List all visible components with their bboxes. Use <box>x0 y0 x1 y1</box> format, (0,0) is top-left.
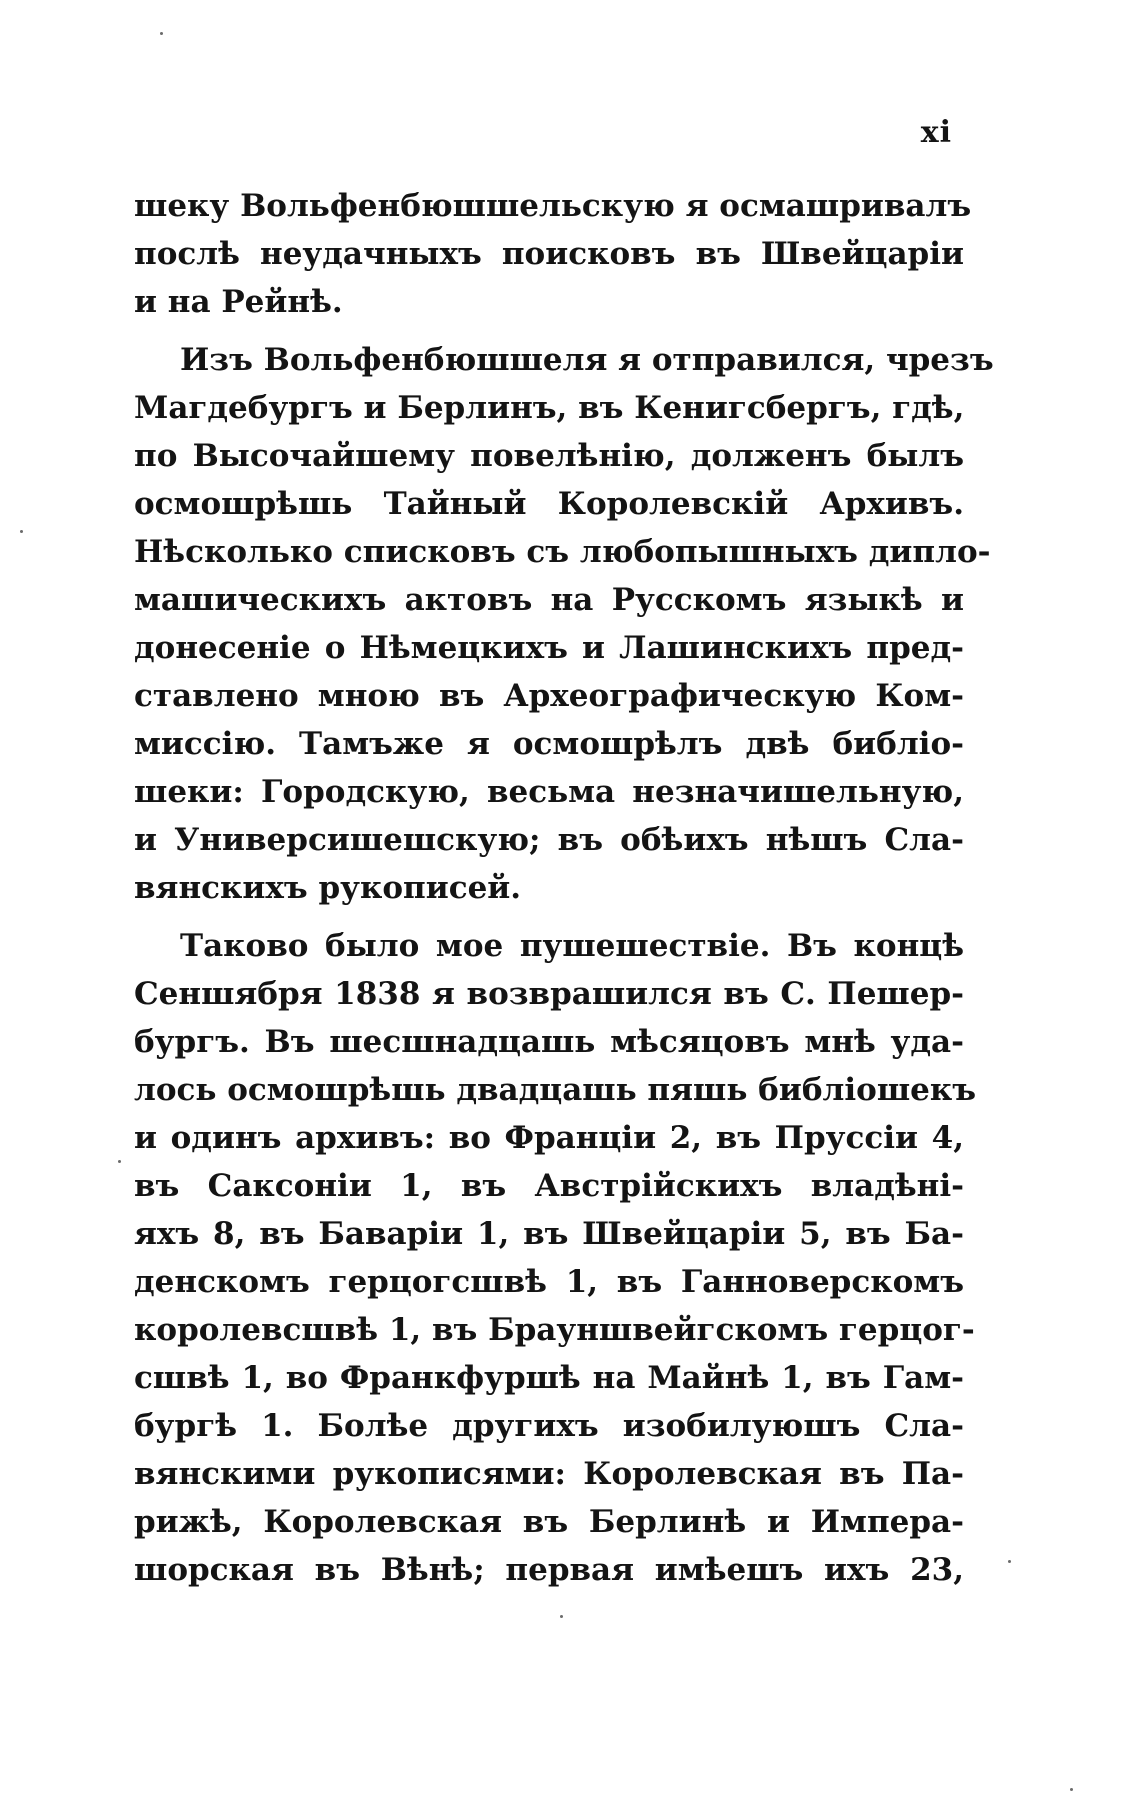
scan-speck <box>118 1160 121 1163</box>
text-line: донесеніе о Нѣмецкихъ и Лашинскихъ пред- <box>134 630 964 666</box>
text-line: вянскими рукописями: Королевская въ Па- <box>134 1456 964 1492</box>
text-line: и одинъ архивъ: во Франціи 2, въ Пруссіи 4, <box>134 1120 964 1156</box>
text-line: рижѣ, Королевская въ Берлинѣ и Импера- <box>134 1504 964 1540</box>
text-line: шеку Вольфенбюшшельскую я осмашривалъ <box>134 188 972 224</box>
scan-speck <box>20 530 23 533</box>
text-line: ставлено мною въ Археографическую Ком- <box>134 678 964 714</box>
text-line: сшвѣ 1, во Франкфуршѣ на Майнѣ 1, въ Гам- <box>134 1360 964 1396</box>
scan-speck <box>1070 1788 1073 1791</box>
text-line: по Высочайшему повелѣнію, долженъ былъ <box>134 438 964 474</box>
scan-speck <box>560 1615 563 1618</box>
paragraph <box>134 182 972 326</box>
text-line: миссію. Тамъже я осмошрѣлъ двѣ библіо- <box>134 726 964 762</box>
text-line: бургъ. Въ шесшнадцашь мѣсяцовъ мнѣ уда- <box>134 1024 964 1060</box>
paragraph <box>134 336 994 912</box>
text-line: королевсшвѣ 1, въ Брауншвейгскомъ герцог- <box>134 1312 975 1348</box>
body-text <box>134 182 994 1604</box>
text-line: вянскихъ рукописей. <box>134 870 522 906</box>
text-line: денскомъ герцогсшвѣ 1, въ Ганноверскомъ <box>134 1264 964 1300</box>
text-line: послѣ неудачныхъ поисковъ въ Швейцаріи <box>134 236 964 272</box>
text-line: шеки: Городскую, весьма незначишельную, <box>134 774 964 810</box>
text-line: лось осмошрѣшь двадцашь пяшь библіошекъ <box>134 1072 977 1108</box>
paragraph <box>134 922 977 1594</box>
text-line: Таково было мое пушешествіе. Въ концѣ <box>180 928 964 964</box>
text-line: и Универсишешскую; въ обѣихъ нѣшъ Сла- <box>134 822 964 858</box>
text-line: осмошрѣшь Тайный Королевскій Архивъ. <box>134 486 964 522</box>
text-line: Нѣсколько списковъ съ любопышныхъ дипло- <box>134 534 991 570</box>
text-line: машическихъ актовъ на Русскомъ языкѣ и <box>134 582 964 618</box>
scan-speck <box>160 32 163 35</box>
text-line: бургѣ 1. Болѣе другихъ изобилуюшъ Сла- <box>134 1408 964 1444</box>
text-line: Изъ Вольфенбюшшеля я отправился, чрезъ <box>180 342 994 378</box>
text-line: въ Саксоніи 1, въ Австрійскихъ владѣні- <box>134 1168 964 1204</box>
page-number: xi <box>920 115 952 150</box>
text-line: и на Рейнѣ. <box>134 284 343 320</box>
text-line: Сеншября 1838 я возврашился въ С. Пешер- <box>134 976 964 1012</box>
text-line: яхъ 8, въ Баваріи 1, въ Швейцаріи 5, въ Ба- <box>134 1216 964 1252</box>
text-line: Магдебургъ и Берлинъ, въ Кенигсбергъ, гдѣ, <box>134 390 965 426</box>
text-line: шорская въ Вѣнѣ; первая имѣешъ ихъ 23, <box>134 1552 964 1588</box>
scan-speck <box>1008 1560 1011 1563</box>
